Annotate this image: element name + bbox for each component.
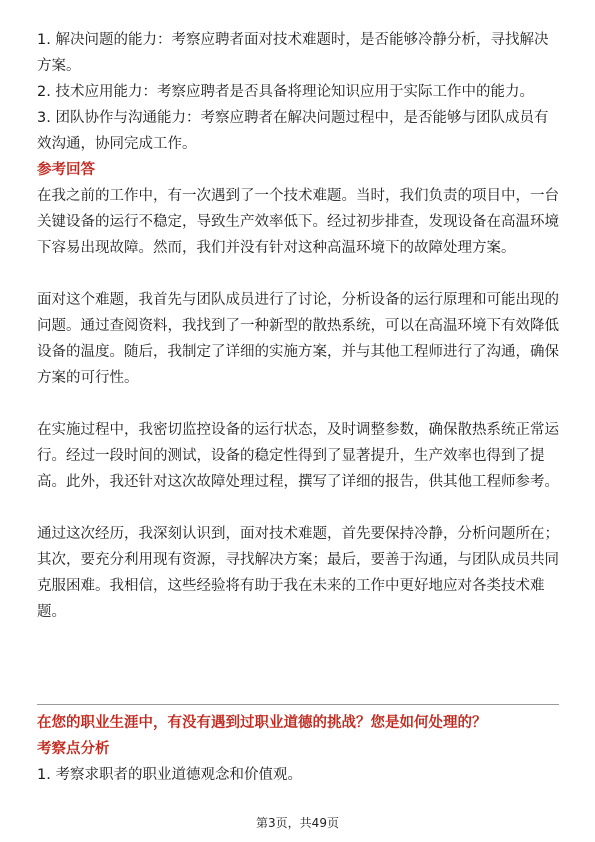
answer-paragraph-2: 面对这个难题，我首先与团队成员进行了讨论，分析设备的运行原理和可能出现的问题。通过查阅资料，我找到了一种新型的散热系统，可以在高温环境下有效降低设备的温度。随后，我制定了详细的实施方案，并与其他工程师进行了沟通，确保方案的可行性。 xyxy=(37,292,559,386)
answer-paragraph-4: 通过这次经历，我深刻认识到，面对技术难题，首先要保持冷静，分析问题所在；其次，要充分利用现有资源，寻找解决方案；最后，要善于沟通，与团队成员共同克服困难。我相信，这些经验将有助于我在未来的工作中更好地应对各类技术难题。 xyxy=(37,526,559,620)
section-divider xyxy=(37,704,559,705)
answer-heading: 参考回答 xyxy=(37,162,95,178)
answer-paragraph-3: 在实施过程中，我密切监控设备的运行状态，及时调整参数，确保散热系统正常运行。经过一段时间的测试，设备的稳定性得到了显著提升，生产效率也得到了提高。此外，我还针对这次故障处理过程，撰写了详细的报告，供其他工程师参考。 xyxy=(37,422,559,490)
paragraph-gap xyxy=(37,495,559,521)
answer-paragraph-1: 在我之前的工作中，有一次遇到了一个技术难题。当时，我们负责的项目中，一台关键设备的运行不稳定，导致生产效率低下。经过初步排查，发现设备在高温环境下容易出现故障。然而，我们并没有针对这种高温环境下的故障处理方案。 xyxy=(37,188,559,256)
page-content xyxy=(37,27,559,625)
intro-item-3: 3. 团队协作与沟通能力：考察应聘者在解决问题过程中，是否能够与团队成员有效沟通，协同完成工作。 xyxy=(37,110,549,152)
page-footer: 第3页，共49页 xyxy=(256,816,339,830)
analysis-heading: 考察点分析 xyxy=(37,741,110,757)
intro-item-2: 2. 技术应用能力：考察应聘者是否具备将理论知识应用于实际工作中的能力。 xyxy=(37,84,534,100)
intro-item-1: 1. 解决问题的能力：考察应聘者面对技术难题时，是否能够冷静分析，寻找解决方案。 xyxy=(37,32,549,74)
paragraph-gap xyxy=(37,391,559,417)
analysis-item-1: 1. 考察求职者的职业道德观念和价值观。 xyxy=(37,767,302,783)
paragraph-gap xyxy=(37,261,559,287)
next-section xyxy=(37,710,559,788)
next-question: 在您的职业生涯中，有没有遇到过职业道德的挑战？您是如何处理的？ xyxy=(37,715,487,731)
